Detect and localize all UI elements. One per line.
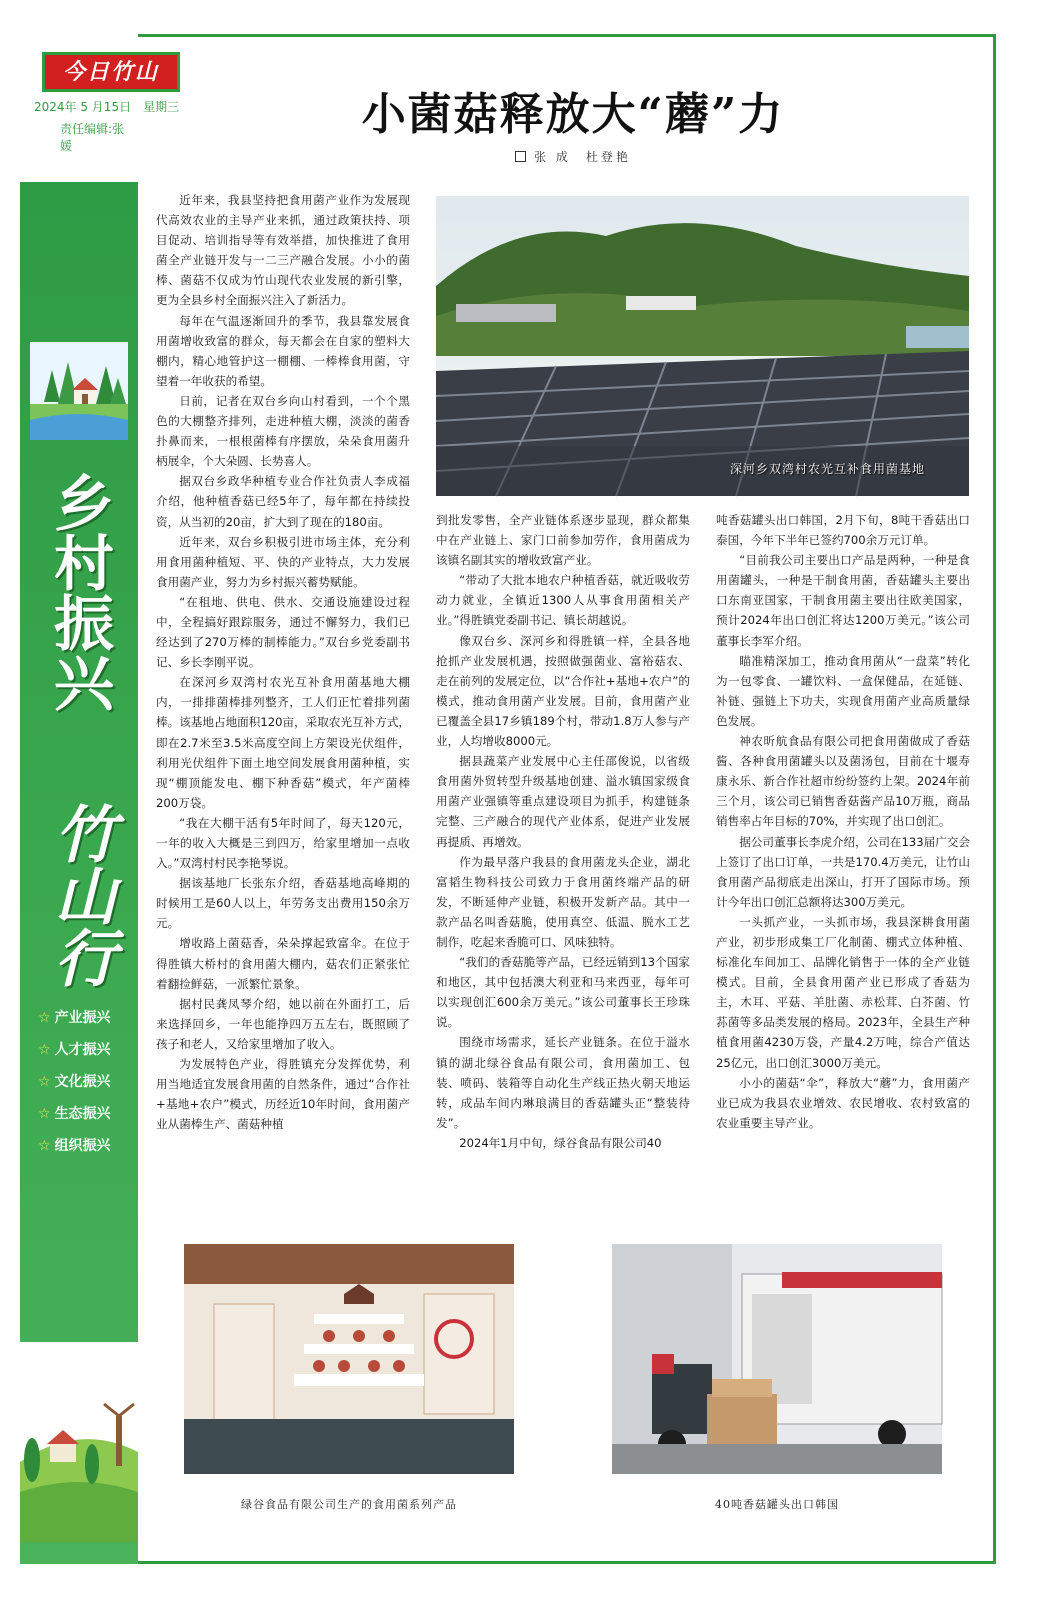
product-display-photo	[184, 1244, 514, 1474]
side-menu-item: ☆ 人才振兴	[38, 1042, 111, 1058]
solar-greenhouse-photo	[436, 196, 969, 496]
column-title: 竹山行	[44, 802, 117, 988]
star-icon: ☆	[38, 1106, 51, 1122]
paragraph: 瞄准精深加工，推动食用菌从“一盘菜”转化为一包零食、一罐饮料、一盒保健品，在延链、补链、强链上下功夫，实现食用菌产业高质量绿色发展。	[716, 653, 970, 728]
paragraph: 作为最早落户我县的食用菌龙头企业，湖北富韬生物科技公司致力于食用菌终端产品的研发，不断延伸产业链，积极开发新产品。其中一款产品名叫香菇脆，使用真空、低温、脱水工艺制作，吃起来香脆可口、风味独特。	[436, 854, 690, 949]
paragraph: “在租地、供电、供水、交通设施建设过程中，全程搞好跟踪服务，通过不懈努力，我们已经达到了270万棒的制棒能力。”双台乡党委副书记、乡长李刚平说。	[156, 594, 410, 670]
paragraph: 近年来，双台乡积极引进市场主体，充分利用食用菌种植短、平、快的产业特点，大力发展食用菌产业，努力为乡村振兴蓄势赋能。	[156, 534, 410, 589]
paragraph: 像双台乡、深河乡和得胜镇一样，全县各地抢抓产业发展机遇，按照做强菌业、富裕菇农、走在前列的发展定位，以“合作社+基地+农户”的模式，推动食用菌产业发展。目前，食用菌产业已覆盖全县17乡镇189个村，带动1.8万人参与产业，人均增收8000元。	[436, 633, 690, 749]
paragraph: 在深河乡双湾村农光互补食用菌基地大棚内，一排排菌棒排列整齐，工人们正忙着排列菌棒。该基地占地面积120亩，采取农光互补方式，即在2.7米至3.5米高度空间上方架设光伏组件，利用光伏组件下面土地空间发展食用菌种植，实现“棚顶能发电、棚下种香菇”模式，年产菌棒200万袋。	[156, 675, 411, 810]
paragraph: 一头抓产业，一头抓市场，我县深耕食用菌产业，初步形成集工厂化制菌、棚式立体种植、标准化车间加工、品牌化销售于一体的全产业链模式。目前，全县食用菌产业已形成了香菇为主，木耳、平菇、羊肚菌、赤松茸、白芥菌、竹荪菌等多品类发展的格局。2023年，全县生产种植食用菌4230万袋，产量4.2万吨，综合产值达25亿元，出口创汇3000万美元。	[716, 914, 970, 1070]
paragraph: “目前我公司主要出口产品是两种，一种是食用菌罐头，一种是干制食用菌，香菇罐头主要出口东南亚国家，干制食用菌主要出往欧美国家，预计2024年出口创汇将达1200万美元。”该公司董事长李军介绍。	[716, 553, 970, 648]
paragraph: 2024年1月中旬，绿谷食品有限公司40	[459, 1135, 662, 1150]
paragraph: 增收路上菌菇香，朵朵撑起致富伞。在位于得胜镇大桥村的食用菌大棚内，菇农们正紧张忙着翻捡鲜菇，一派繁忙景象。	[156, 936, 410, 991]
paragraph: 到批发零售，全产业链体系逐步显现，群众都集中在产业链上、家门口前参加劳作，食用菌成为该镇名副其实的增收致富产业。	[436, 513, 690, 568]
masthead-logo: 今日竹山	[42, 52, 180, 92]
star-icon: ☆	[38, 1074, 51, 1090]
sidebar	[20, 34, 180, 1564]
export-truck-photo	[612, 1244, 942, 1474]
star-icon: ☆	[38, 1138, 51, 1154]
paragraph: 为发展特色产业，得胜镇充分发挥优势，利用当地适宜发展食用菌的自然条件，通过“合作社+基地+农户”模式，历经近10年时间，食用菌产业从菌棒生产、菌菇种植	[156, 1057, 410, 1132]
paragraph: 小小的菌菇“伞”，释放大“蘑”力，食用菌产业已成为我县农业增效、农民增收、农村致富的农业重要主导产业。	[716, 1075, 970, 1130]
paragraph: 日前，记者在双台乡向山村看到，一个个黑色的大棚整齐排列，走进种植大棚，淡淡的菌香扑鼻而来，一根根菌棒有序摆放，朵朵食用菌升柄展伞，个大朵圆、长势喜人。	[156, 393, 410, 469]
paragraph: 据公司董事长李虎介绍，公司在133届广交会上签订了出口订单，一共是170.4万美元，让竹山食用菌产品彻底走出深山，打开了国际市场。预计今年出口创汇总额将达300万美元。	[716, 834, 971, 909]
side-menu-item: ☆ 文化振兴	[38, 1074, 111, 1090]
article-column-2	[436, 510, 690, 1220]
paragraph: 近年来，我县坚持把食用菌产业作为发展现代高效农业的主导产业来抓，通过政策扶持、项目促动、培训指导等有效举措，加快推进了食用菌全产业链开发与一二三产融合发展。小小的菌棒、菌菇不仅成为竹山现代农业发展的新引擎，更为全县乡村全面振兴注入了新活力。	[156, 193, 410, 308]
star-icon: ☆	[38, 1042, 51, 1058]
section-title: 乡村振兴	[44, 472, 114, 712]
paragraph: “我在大棚干活有5年时间了，每天120元，一年的收入大概是三到四万，给家里增加一点收入。”双湾村村民李艳琴说。	[156, 815, 410, 871]
side-menu-item: ☆ 生态振兴	[38, 1106, 111, 1122]
paragraph: 据县蔬菜产业发展中心主任邵俊说，以省级食用菌外贸转型升级基地创建、溢水镇国家级食用菌产业强镇等重点建设项目为抓手，构建链条完整、三产融合的现代产业体系，促进产业发展再提质、再增效。	[436, 754, 690, 849]
paragraph: 据村民龚凤琴介绍，她以前在外面打工，后来选择回乡，一年也能挣四万五左右，既照顾了孩子和老人，又给家里增加了收入。	[156, 996, 410, 1051]
star-icon: ☆	[38, 1010, 51, 1026]
paragraph: 神农昕航食品有限公司把食用菌做成了香菇酱、各种食用菌罐头以及菌汤包，目前在十堰寿康永乐、新合作社超市纷纷签约上架。2024年前三个月，该公司已销售香菇酱产品10万瓶，商品销售率占年目标的70%，并实现了出口创汇。	[716, 734, 970, 829]
left-photo-caption: 绿谷食品有限公司生产的食用菌系列产品	[241, 1498, 457, 1511]
article-column-3	[716, 510, 970, 1220]
square-icon	[515, 151, 526, 162]
forest-house-icon	[30, 342, 128, 440]
sidebar-green-panel	[20, 182, 138, 1564]
paragraph: “我们的香菇脆等产品，已经远销到13个国家和地区，其中包括澳大利亚和马来西亚，每年可以实现创汇600余万美元。”该公司董事长王珍珠说。	[436, 955, 690, 1030]
issue-date: 2024年 5 月15日 星期三	[34, 100, 180, 114]
paragraph: 据该基地厂长张东介绍，香菇基地高峰期的时候用工是60人以上，年劳务支出费用150余万元。	[156, 876, 410, 931]
right-photo-caption: 40吨香菇罐头出口韩国	[715, 1498, 839, 1511]
side-menu	[38, 1002, 148, 1162]
side-menu-item: ☆ 产业振兴	[38, 1010, 111, 1026]
side-menu-item: ☆ 组织振兴	[38, 1138, 111, 1154]
village-illustration	[20, 1342, 138, 1542]
paragraph: 围绕市场需求，延长产业链条。在位于溢水镇的湖北绿谷食品有限公司，食用菌加工、包装、喷码、装箱等自动化生产线正热火朝天地运转，成品车间内琳琅满目的香菇罐头正“整装待发”。	[436, 1035, 690, 1130]
paragraph: 吨香菇罐头出口韩国，2月下旬，8吨干香菇出口泰国，今年下半年已签约700余万元订单。	[716, 513, 970, 548]
main-photo-caption: 深河乡双湾村农光互补食用菌基地	[730, 462, 926, 476]
paragraph: “带动了大批本地农户种植香菇，就近吸收劳动力就业，全镇近1300人从事食用菌相关产业。”得胜镇党委副书记、镇长胡越说。	[436, 573, 690, 628]
paragraph: 每年在气温逐渐回升的季节，我县靠发展食用菌增收致富的群众，每天都会在自家的塑料大棚内，精心地管护这一棚棚、一棒棒食用菌，守望着一年收获的希望。	[156, 313, 410, 388]
editor-credit: 责任编辑:张 媛	[60, 122, 137, 153]
article-byline: 张 成 杜登艳	[150, 148, 996, 165]
article-column-1	[156, 190, 410, 1220]
paragraph: 据双台乡政华种植专业合作社负责人李成福介绍，他种植香菇已经5年了，每年都在持续投资，从当初的20亩，扩大到了现在的180亩。	[156, 474, 410, 529]
article-headline: 小菌菇释放大“蘑”力	[361, 89, 785, 140]
